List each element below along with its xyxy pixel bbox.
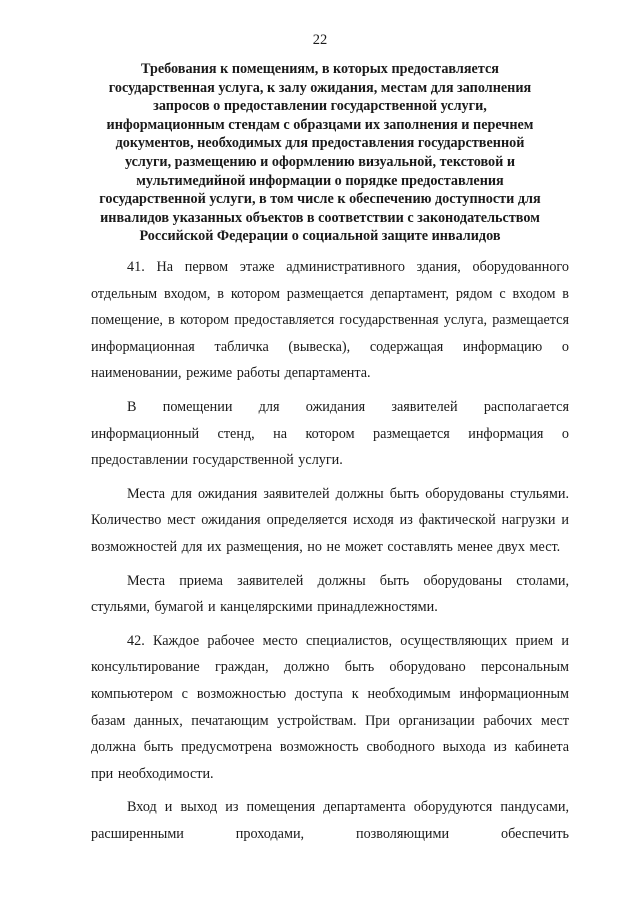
- heading-line: документов, необходимых для предоставления государственной: [115, 135, 525, 152]
- paragraph-waiting-room-stand: В помещении для ожидания заявителей располагается информационный стенд, на котором размещается информация о предоставлении государственной услуги.: [91, 398, 569, 469]
- heading-line: Требования к помещениям, в которых предоставляется: [141, 61, 499, 77]
- paragraph-41: 41. На первом этаже административного здания, оборудованного отдельным входом, в котором размещается департамент, рядом с входом в помещение, в котором предоставляется государственная услуга, размещается информационная табличка (вывеска), содержащая информацию о наименовании, режиме работы департамента.: [91, 259, 569, 382]
- heading-line: запросов о предоставлении государственной услуги,: [153, 98, 487, 115]
- paragraph-entrance-ramps: Вход и выход из помещения департамента оборудуются пандусами, расширенными проходами, позволяющими обеспечить: [91, 799, 569, 842]
- section-heading: [80, 60, 560, 246]
- heading-line: услуги, размещению и оформлению визуальной, текстовой и: [124, 153, 516, 170]
- document-body: [91, 254, 569, 854]
- page-number: 22: [312, 32, 328, 48]
- heading-line: государственной услуги, в том числе к обеспечению доступности для: [99, 191, 541, 208]
- paragraph-reception-places: Места приема заявителей должны быть оборудованы столами, стульями, бумагой и канцелярскими принадлежностями.: [91, 572, 569, 616]
- heading-line: информационным стендам с образцами их заполнения и перечнем: [106, 116, 534, 133]
- heading-line: мультимедийной информации о порядке предоставления: [136, 172, 504, 189]
- paragraph-42: 42. Каждое рабочее место специалистов, осуществляющих прием и консультирование граждан, должно быть оборудовано персональным компьютером с возможностью доступа к необходимым информационным базам данных, печатающим устройствам. При организации рабочих мест должна быть предусмотрена возможность свободного выхода из кабинета при необходимости.: [91, 632, 569, 782]
- paragraph-waiting-seats: Места для ожидания заявителей должны быть оборудованы стульями. Количество мест ожидания определяется исходя из фактической нагрузки и возможностей для их размещения, но не может составлять менее двух мест.: [91, 485, 569, 555]
- heading-line: Российской Федерации о социальной защите инвалидов: [139, 228, 501, 245]
- heading-line: инвалидов указанных объектов в соответствии с законодательством: [100, 209, 540, 226]
- heading-line: государственная услуга, к залу ожидания, местам для заполнения: [108, 79, 532, 96]
